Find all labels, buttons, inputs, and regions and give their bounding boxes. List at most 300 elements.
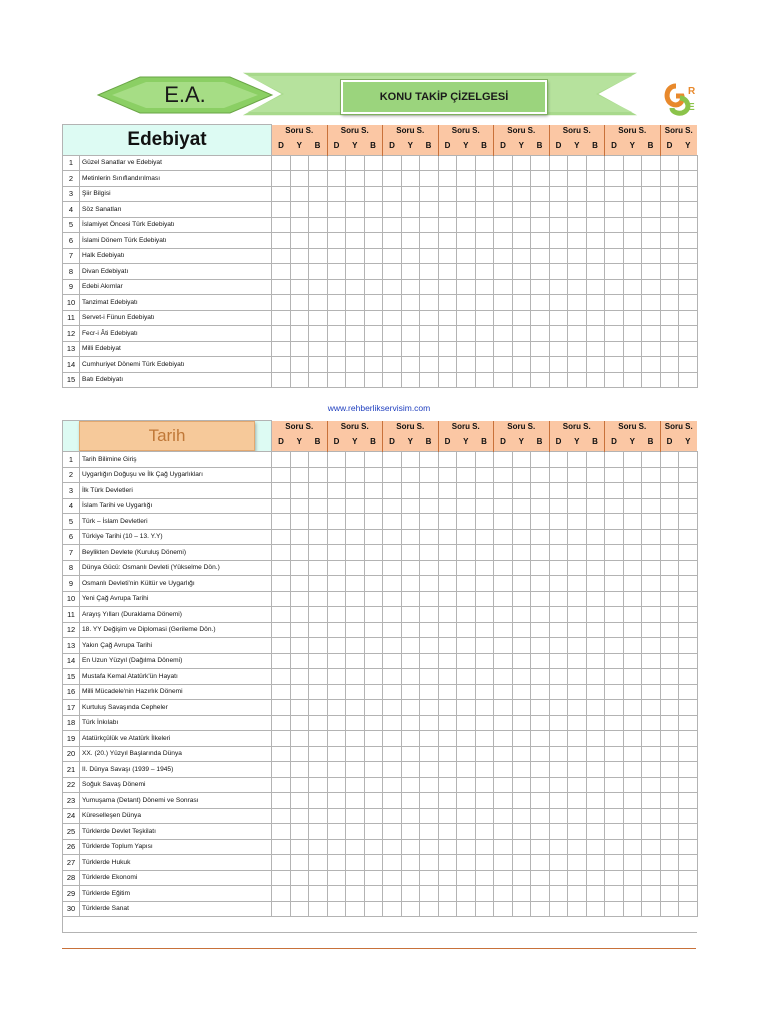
tracking-cell[interactable] — [531, 715, 550, 731]
tracking-cell[interactable] — [438, 233, 457, 249]
tracking-cell[interactable] — [327, 824, 346, 840]
tracking-cell[interactable] — [568, 777, 587, 793]
tracking-cell[interactable] — [642, 684, 661, 700]
tracking-cell[interactable] — [512, 684, 531, 700]
tracking-cell[interactable] — [290, 700, 309, 716]
tracking-cell[interactable] — [605, 746, 624, 762]
tracking-cell[interactable] — [309, 839, 328, 855]
tracking-cell[interactable] — [457, 372, 476, 388]
tracking-cell[interactable] — [642, 452, 661, 468]
tracking-cell[interactable] — [290, 901, 309, 917]
tracking-cell[interactable] — [605, 279, 624, 295]
tracking-cell[interactable] — [364, 576, 383, 592]
tracking-cell[interactable] — [272, 217, 291, 233]
tracking-cell[interactable] — [438, 669, 457, 685]
tracking-cell[interactable] — [327, 467, 346, 483]
tracking-cell[interactable] — [383, 731, 402, 747]
tracking-cell[interactable] — [272, 341, 291, 357]
tracking-cell[interactable] — [272, 808, 291, 824]
tracking-cell[interactable] — [623, 529, 642, 545]
tracking-cell[interactable] — [531, 839, 550, 855]
tracking-cell[interactable] — [642, 248, 661, 264]
tracking-cell[interactable] — [309, 341, 328, 357]
tracking-cell[interactable] — [327, 529, 346, 545]
tracking-cell[interactable] — [272, 202, 291, 218]
tracking-cell[interactable] — [623, 202, 642, 218]
tracking-cell[interactable] — [401, 855, 420, 871]
tracking-cell[interactable] — [420, 638, 439, 654]
tracking-cell[interactable] — [383, 467, 402, 483]
tracking-cell[interactable] — [327, 886, 346, 902]
tracking-cell[interactable] — [568, 467, 587, 483]
tracking-cell[interactable] — [364, 700, 383, 716]
tracking-cell[interactable] — [420, 700, 439, 716]
tracking-cell[interactable] — [475, 483, 494, 499]
tracking-cell[interactable] — [679, 870, 698, 886]
tracking-cell[interactable] — [438, 622, 457, 638]
tracking-cell[interactable] — [586, 653, 605, 669]
tracking-cell[interactable] — [475, 715, 494, 731]
tracking-cell[interactable] — [272, 279, 291, 295]
tracking-cell[interactable] — [623, 808, 642, 824]
tracking-cell[interactable] — [401, 560, 420, 576]
tracking-cell[interactable] — [457, 341, 476, 357]
tracking-cell[interactable] — [568, 700, 587, 716]
tracking-cell[interactable] — [494, 514, 513, 530]
tracking-cell[interactable] — [605, 622, 624, 638]
tracking-cell[interactable] — [327, 607, 346, 623]
tracking-cell[interactable] — [290, 452, 309, 468]
tracking-cell[interactable] — [327, 901, 346, 917]
tracking-cell[interactable] — [420, 529, 439, 545]
tracking-cell[interactable] — [401, 839, 420, 855]
tracking-cell[interactable] — [531, 731, 550, 747]
tracking-cell[interactable] — [327, 310, 346, 326]
tracking-cell[interactable] — [327, 155, 346, 171]
tracking-cell[interactable] — [438, 808, 457, 824]
tracking-cell[interactable] — [586, 372, 605, 388]
tracking-cell[interactable] — [364, 483, 383, 499]
tracking-cell[interactable] — [549, 186, 568, 202]
tracking-cell[interactable] — [531, 669, 550, 685]
tracking-cell[interactable] — [272, 171, 291, 187]
tracking-cell[interactable] — [512, 808, 531, 824]
tracking-cell[interactable] — [346, 622, 365, 638]
tracking-cell[interactable] — [383, 295, 402, 311]
tracking-cell[interactable] — [605, 700, 624, 716]
tracking-cell[interactable] — [660, 171, 679, 187]
tracking-cell[interactable] — [383, 217, 402, 233]
tracking-cell[interactable] — [623, 870, 642, 886]
tracking-cell[interactable] — [327, 839, 346, 855]
tracking-cell[interactable] — [383, 870, 402, 886]
tracking-cell[interactable] — [660, 357, 679, 373]
tracking-cell[interactable] — [660, 793, 679, 809]
tracking-cell[interactable] — [475, 591, 494, 607]
tracking-cell[interactable] — [494, 264, 513, 280]
tracking-cell[interactable] — [420, 715, 439, 731]
tracking-cell[interactable] — [290, 155, 309, 171]
tracking-cell[interactable] — [494, 498, 513, 514]
tracking-cell[interactable] — [346, 295, 365, 311]
tracking-cell[interactable] — [549, 545, 568, 561]
tracking-cell[interactable] — [642, 326, 661, 342]
tracking-cell[interactable] — [401, 591, 420, 607]
tracking-cell[interactable] — [586, 202, 605, 218]
tracking-cell[interactable] — [512, 248, 531, 264]
tracking-cell[interactable] — [531, 886, 550, 902]
tracking-cell[interactable] — [327, 357, 346, 373]
tracking-cell[interactable] — [512, 746, 531, 762]
tracking-cell[interactable] — [309, 793, 328, 809]
tracking-cell[interactable] — [272, 886, 291, 902]
tracking-cell[interactable] — [623, 576, 642, 592]
tracking-cell[interactable] — [605, 498, 624, 514]
tracking-cell[interactable] — [512, 310, 531, 326]
tracking-cell[interactable] — [346, 264, 365, 280]
tracking-cell[interactable] — [660, 901, 679, 917]
tracking-cell[interactable] — [660, 452, 679, 468]
tracking-cell[interactable] — [623, 217, 642, 233]
tracking-cell[interactable] — [531, 372, 550, 388]
tracking-cell[interactable] — [457, 514, 476, 530]
tracking-cell[interactable] — [364, 357, 383, 373]
tracking-cell[interactable] — [660, 607, 679, 623]
tracking-cell[interactable] — [568, 529, 587, 545]
tracking-cell[interactable] — [327, 731, 346, 747]
tracking-cell[interactable] — [309, 684, 328, 700]
tracking-cell[interactable] — [272, 560, 291, 576]
tracking-cell[interactable] — [457, 264, 476, 280]
tracking-cell[interactable] — [327, 591, 346, 607]
tracking-cell[interactable] — [420, 669, 439, 685]
tracking-cell[interactable] — [642, 467, 661, 483]
tracking-cell[interactable] — [475, 279, 494, 295]
tracking-cell[interactable] — [309, 824, 328, 840]
tracking-cell[interactable] — [475, 310, 494, 326]
tracking-cell[interactable] — [309, 731, 328, 747]
tracking-cell[interactable] — [290, 591, 309, 607]
tracking-cell[interactable] — [623, 700, 642, 716]
tracking-cell[interactable] — [309, 171, 328, 187]
tracking-cell[interactable] — [623, 715, 642, 731]
tracking-cell[interactable] — [420, 217, 439, 233]
tracking-cell[interactable] — [401, 233, 420, 249]
tracking-cell[interactable] — [642, 762, 661, 778]
tracking-cell[interactable] — [272, 295, 291, 311]
tracking-cell[interactable] — [494, 731, 513, 747]
tracking-cell[interactable] — [438, 341, 457, 357]
tracking-cell[interactable] — [475, 638, 494, 654]
tracking-cell[interactable] — [549, 731, 568, 747]
tracking-cell[interactable] — [290, 498, 309, 514]
tracking-cell[interactable] — [327, 202, 346, 218]
tracking-cell[interactable] — [512, 591, 531, 607]
tracking-cell[interactable] — [420, 824, 439, 840]
tracking-cell[interactable] — [401, 310, 420, 326]
tracking-cell[interactable] — [364, 248, 383, 264]
tracking-cell[interactable] — [586, 264, 605, 280]
tracking-cell[interactable] — [327, 560, 346, 576]
tracking-cell[interactable] — [623, 731, 642, 747]
tracking-cell[interactable] — [642, 669, 661, 685]
tracking-cell[interactable] — [679, 762, 698, 778]
tracking-cell[interactable] — [327, 855, 346, 871]
tracking-cell[interactable] — [401, 155, 420, 171]
tracking-cell[interactable] — [623, 452, 642, 468]
tracking-cell[interactable] — [420, 498, 439, 514]
tracking-cell[interactable] — [568, 202, 587, 218]
tracking-cell[interactable] — [568, 746, 587, 762]
tracking-cell[interactable] — [586, 452, 605, 468]
tracking-cell[interactable] — [290, 248, 309, 264]
tracking-cell[interactable] — [309, 669, 328, 685]
tracking-cell[interactable] — [586, 793, 605, 809]
tracking-cell[interactable] — [568, 483, 587, 499]
tracking-cell[interactable] — [605, 326, 624, 342]
tracking-cell[interactable] — [438, 793, 457, 809]
tracking-cell[interactable] — [346, 700, 365, 716]
tracking-cell[interactable] — [290, 341, 309, 357]
tracking-cell[interactable] — [420, 483, 439, 499]
tracking-cell[interactable] — [272, 715, 291, 731]
tracking-cell[interactable] — [605, 855, 624, 871]
tracking-cell[interactable] — [272, 839, 291, 855]
tracking-cell[interactable] — [438, 777, 457, 793]
tracking-cell[interactable] — [401, 452, 420, 468]
tracking-cell[interactable] — [290, 746, 309, 762]
tracking-cell[interactable] — [605, 684, 624, 700]
tracking-cell[interactable] — [272, 498, 291, 514]
tracking-cell[interactable] — [660, 233, 679, 249]
tracking-cell[interactable] — [568, 576, 587, 592]
tracking-cell[interactable] — [549, 622, 568, 638]
tracking-cell[interactable] — [401, 762, 420, 778]
tracking-cell[interactable] — [327, 217, 346, 233]
tracking-cell[interactable] — [383, 591, 402, 607]
tracking-cell[interactable] — [383, 514, 402, 530]
tracking-cell[interactable] — [531, 326, 550, 342]
tracking-cell[interactable] — [475, 762, 494, 778]
tracking-cell[interactable] — [679, 357, 698, 373]
tracking-cell[interactable] — [531, 217, 550, 233]
tracking-cell[interactable] — [660, 217, 679, 233]
tracking-cell[interactable] — [605, 248, 624, 264]
tracking-cell[interactable] — [679, 839, 698, 855]
tracking-cell[interactable] — [512, 622, 531, 638]
tracking-cell[interactable] — [549, 793, 568, 809]
tracking-cell[interactable] — [364, 341, 383, 357]
tracking-cell[interactable] — [383, 684, 402, 700]
tracking-cell[interactable] — [605, 372, 624, 388]
tracking-cell[interactable] — [531, 483, 550, 499]
tracking-cell[interactable] — [679, 886, 698, 902]
tracking-cell[interactable] — [383, 777, 402, 793]
tracking-cell[interactable] — [364, 886, 383, 902]
tracking-cell[interactable] — [475, 467, 494, 483]
tracking-cell[interactable] — [568, 279, 587, 295]
tracking-cell[interactable] — [549, 217, 568, 233]
tracking-cell[interactable] — [642, 186, 661, 202]
tracking-cell[interactable] — [531, 793, 550, 809]
tracking-cell[interactable] — [586, 186, 605, 202]
tracking-cell[interactable] — [512, 452, 531, 468]
tracking-cell[interactable] — [272, 233, 291, 249]
tracking-cell[interactable] — [512, 638, 531, 654]
tracking-cell[interactable] — [383, 483, 402, 499]
tracking-cell[interactable] — [549, 870, 568, 886]
tracking-cell[interactable] — [531, 684, 550, 700]
tracking-cell[interactable] — [290, 326, 309, 342]
tracking-cell[interactable] — [438, 357, 457, 373]
tracking-cell[interactable] — [327, 545, 346, 561]
tracking-cell[interactable] — [420, 762, 439, 778]
tracking-cell[interactable] — [531, 452, 550, 468]
tracking-cell[interactable] — [346, 341, 365, 357]
tracking-cell[interactable] — [642, 514, 661, 530]
tracking-cell[interactable] — [383, 762, 402, 778]
tracking-cell[interactable] — [531, 622, 550, 638]
tracking-cell[interactable] — [420, 171, 439, 187]
tracking-cell[interactable] — [420, 653, 439, 669]
tracking-cell[interactable] — [586, 326, 605, 342]
tracking-cell[interactable] — [272, 653, 291, 669]
tracking-cell[interactable] — [679, 684, 698, 700]
tracking-cell[interactable] — [568, 171, 587, 187]
tracking-cell[interactable] — [290, 467, 309, 483]
tracking-cell[interactable] — [679, 202, 698, 218]
tracking-cell[interactable] — [605, 233, 624, 249]
tracking-cell[interactable] — [290, 653, 309, 669]
tracking-cell[interactable] — [605, 901, 624, 917]
tracking-cell[interactable] — [679, 824, 698, 840]
tracking-cell[interactable] — [605, 591, 624, 607]
tracking-cell[interactable] — [290, 514, 309, 530]
tracking-cell[interactable] — [364, 217, 383, 233]
tracking-cell[interactable] — [457, 653, 476, 669]
tracking-cell[interactable] — [531, 248, 550, 264]
tracking-cell[interactable] — [679, 622, 698, 638]
tracking-cell[interactable] — [660, 248, 679, 264]
tracking-cell[interactable] — [309, 700, 328, 716]
tracking-cell[interactable] — [642, 529, 661, 545]
tracking-cell[interactable] — [623, 746, 642, 762]
tracking-cell[interactable] — [438, 839, 457, 855]
tracking-cell[interactable] — [642, 715, 661, 731]
tracking-cell[interactable] — [679, 279, 698, 295]
tracking-cell[interactable] — [420, 576, 439, 592]
tracking-cell[interactable] — [549, 155, 568, 171]
tracking-cell[interactable] — [586, 886, 605, 902]
tracking-cell[interactable] — [272, 545, 291, 561]
tracking-cell[interactable] — [438, 638, 457, 654]
tracking-cell[interactable] — [605, 653, 624, 669]
tracking-cell[interactable] — [475, 248, 494, 264]
tracking-cell[interactable] — [401, 357, 420, 373]
tracking-cell[interactable] — [586, 498, 605, 514]
tracking-cell[interactable] — [457, 545, 476, 561]
tracking-cell[interactable] — [679, 855, 698, 871]
tracking-cell[interactable] — [475, 653, 494, 669]
tracking-cell[interactable] — [549, 171, 568, 187]
tracking-cell[interactable] — [364, 372, 383, 388]
tracking-cell[interactable] — [309, 715, 328, 731]
tracking-cell[interactable] — [679, 514, 698, 530]
tracking-cell[interactable] — [401, 217, 420, 233]
tracking-cell[interactable] — [364, 870, 383, 886]
tracking-cell[interactable] — [494, 777, 513, 793]
tracking-cell[interactable] — [346, 731, 365, 747]
tracking-cell[interactable] — [438, 171, 457, 187]
tracking-cell[interactable] — [568, 901, 587, 917]
tracking-cell[interactable] — [401, 715, 420, 731]
tracking-cell[interactable] — [679, 715, 698, 731]
tracking-cell[interactable] — [272, 638, 291, 654]
tracking-cell[interactable] — [272, 901, 291, 917]
tracking-cell[interactable] — [531, 653, 550, 669]
tracking-cell[interactable] — [272, 591, 291, 607]
tracking-cell[interactable] — [364, 669, 383, 685]
tracking-cell[interactable] — [457, 155, 476, 171]
tracking-cell[interactable] — [438, 870, 457, 886]
tracking-cell[interactable] — [605, 545, 624, 561]
tracking-cell[interactable] — [623, 279, 642, 295]
tracking-cell[interactable] — [457, 326, 476, 342]
tracking-cell[interactable] — [494, 529, 513, 545]
tracking-cell[interactable] — [660, 186, 679, 202]
tracking-cell[interactable] — [438, 529, 457, 545]
tracking-cell[interactable] — [660, 731, 679, 747]
tracking-cell[interactable] — [623, 560, 642, 576]
tracking-cell[interactable] — [364, 901, 383, 917]
tracking-cell[interactable] — [549, 746, 568, 762]
tracking-cell[interactable] — [420, 310, 439, 326]
tracking-cell[interactable] — [309, 279, 328, 295]
tracking-cell[interactable] — [290, 357, 309, 373]
tracking-cell[interactable] — [568, 622, 587, 638]
tracking-cell[interactable] — [531, 808, 550, 824]
tracking-cell[interactable] — [475, 233, 494, 249]
tracking-cell[interactable] — [475, 514, 494, 530]
tracking-cell[interactable] — [309, 264, 328, 280]
tracking-cell[interactable] — [309, 560, 328, 576]
tracking-cell[interactable] — [327, 808, 346, 824]
tracking-cell[interactable] — [623, 155, 642, 171]
tracking-cell[interactable] — [364, 155, 383, 171]
tracking-cell[interactable] — [383, 855, 402, 871]
tracking-cell[interactable] — [420, 746, 439, 762]
tracking-cell[interactable] — [623, 669, 642, 685]
tracking-cell[interactable] — [420, 684, 439, 700]
tracking-cell[interactable] — [346, 483, 365, 499]
tracking-cell[interactable] — [642, 653, 661, 669]
tracking-cell[interactable] — [568, 372, 587, 388]
tracking-cell[interactable] — [475, 498, 494, 514]
tracking-cell[interactable] — [309, 248, 328, 264]
tracking-cell[interactable] — [457, 186, 476, 202]
tracking-cell[interactable] — [383, 715, 402, 731]
tracking-cell[interactable] — [586, 514, 605, 530]
tracking-cell[interactable] — [438, 731, 457, 747]
tracking-cell[interactable] — [586, 638, 605, 654]
tracking-cell[interactable] — [568, 808, 587, 824]
tracking-cell[interactable] — [679, 669, 698, 685]
tracking-cell[interactable] — [642, 808, 661, 824]
tracking-cell[interactable] — [364, 622, 383, 638]
tracking-cell[interactable] — [568, 591, 587, 607]
tracking-cell[interactable] — [642, 886, 661, 902]
tracking-cell[interactable] — [327, 514, 346, 530]
